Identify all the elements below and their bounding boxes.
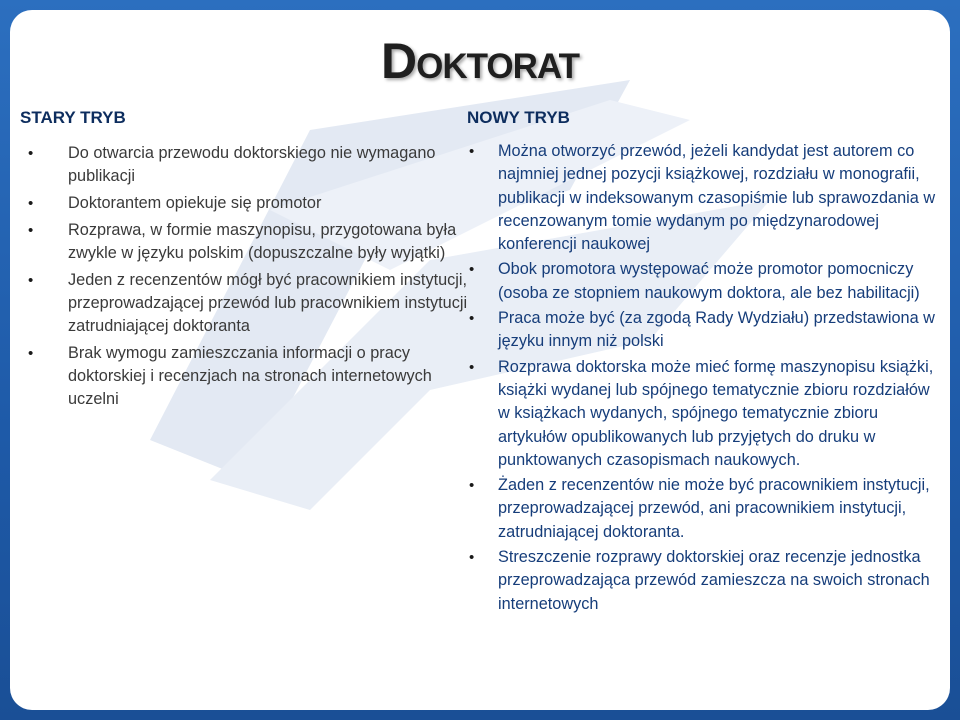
list-item: • Rozprawa doktorska może mieć formę maszynopisu książki, książki wydanej lub spójnego tematycznie zbioru rozdziałów w książkach wydanych, spójnego tematycznie zbioru artykułów opublikowanych lub przyjętych do druku w punktowanych czasopismach naukowych. xyxy=(465,356,940,472)
old-mode-list xyxy=(20,142,470,415)
slide-card xyxy=(10,10,950,710)
old-mode-heading: STARY TRYB xyxy=(20,108,126,127)
page-title: Doktorat xyxy=(381,33,579,89)
list-item: • Streszczenie rozprawy doktorskiej oraz recenzje jednostka przeprowadzająca przewód zamieszcza na swoich stronach internetowych xyxy=(465,546,940,616)
list-item: • Brak wymogu zamieszczania informacji o pracy doktorskiej i recenzjach na stronach internetowych uczelni xyxy=(20,342,470,411)
list-item: • Rozprawa, w formie maszynopisu, przygotowana była zwykle w języku polskim (dopuszczalne były wyjątki) xyxy=(20,219,470,265)
list-item: • Praca może być (za zgodą Rady Wydziału) przedstawiona w języku innym niż polski xyxy=(465,307,940,354)
list-item: • Jeden z recenzentów mógł być pracownikiem instytucji, przeprowadzającej przewód lub pracownikiem instytucji zatrudniającej doktoranta xyxy=(20,269,470,338)
list-item: • Obok promotora występować może promotor pomocniczy (osoba ze stopniem naukowym doktora, ale bez habilitacji) xyxy=(465,258,940,305)
list-item: • Do otwarcia przewodu doktorskiego nie wymagano publikacji xyxy=(20,142,470,188)
new-mode-heading: NOWY TRYB xyxy=(467,108,570,127)
new-mode-list xyxy=(465,140,940,618)
list-item: • Doktorantem opiekuje się promotor xyxy=(20,192,470,215)
list-item: • Można otworzyć przewód, jeżeli kandydat jest autorem co najmniej jednej pozycji książkowej, rozdziału w monografii, publikacji w indeksowanym czasopiśmie lub sprawozdania w recenzowanym tomie wydanym po międzynarodowej konferencji naukowej xyxy=(465,140,940,256)
list-item: • Żaden z recenzentów nie może być pracownikiem instytucji, przeprowadzającej przewód, ani pracownikiem instytucji, zatrudniającej doktoranta. xyxy=(465,474,940,544)
